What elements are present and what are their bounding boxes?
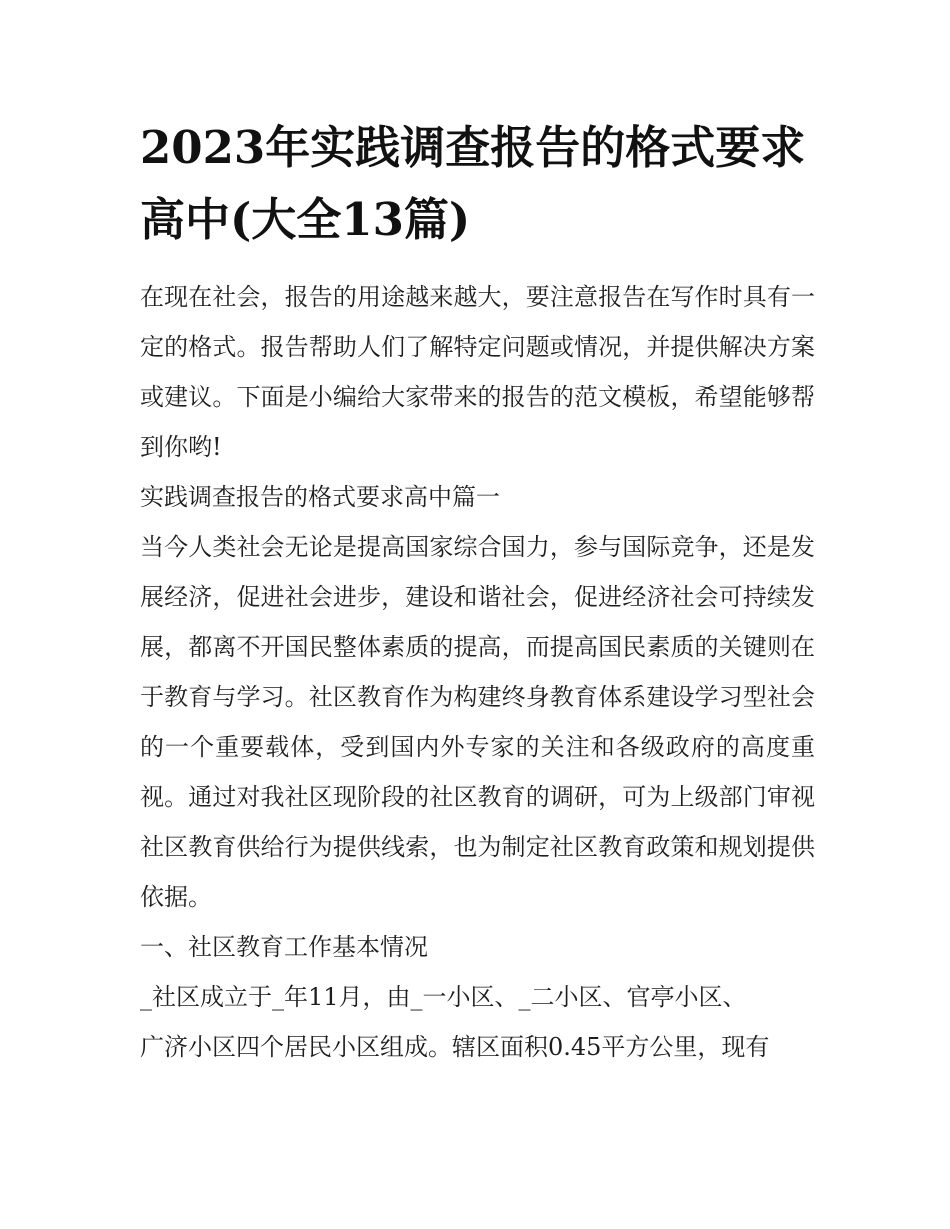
body-line-2: 广济小区四个居民小区组成。辖区面积0.45平方公里，现有 xyxy=(140,1033,770,1061)
body-paragraph: 当今人类社会无论是提高国家综合国力，参与国际竞争，还是发展经济，促进社会进步，建设和谐社会，促进经济社会可持续发展，都离不开国民整体素质的提高，而提高国民素质的关键则在于教育与学习。社区教育作为构建终身教育体系建设学习型社会的一个重要载体，受到国内外专家的关注和各级政府的高度重视。通过对我社区现阶段的社区教育的调研，可为上级部门审视社区教育供给行为提供线索，也为制定社区教育政策和规划提供依据。 xyxy=(140,533,815,911)
document-content xyxy=(140,112,815,1072)
title-block xyxy=(140,112,815,256)
section-heading: 实践调查报告的格式要求高中篇一 xyxy=(140,483,500,511)
body-line-1: _社区成立于_年11月，由_一小区、_二小区、官亭小区、 xyxy=(140,983,747,1011)
intro-paragraph: 在现在社会，报告的用途越来越大，要注意报告在写作时具有一定的格式。报告帮助人们了解特定问题或情况，并提供解决方案或建议。下面是小编给大家带来的报告的范文模板，希望能够帮到你哟! xyxy=(140,283,815,461)
subheading: 一、社区教育工作基本情况 xyxy=(140,933,428,961)
document-title: 2023年实践调查报告的格式要求高中(大全13篇) xyxy=(140,121,806,246)
